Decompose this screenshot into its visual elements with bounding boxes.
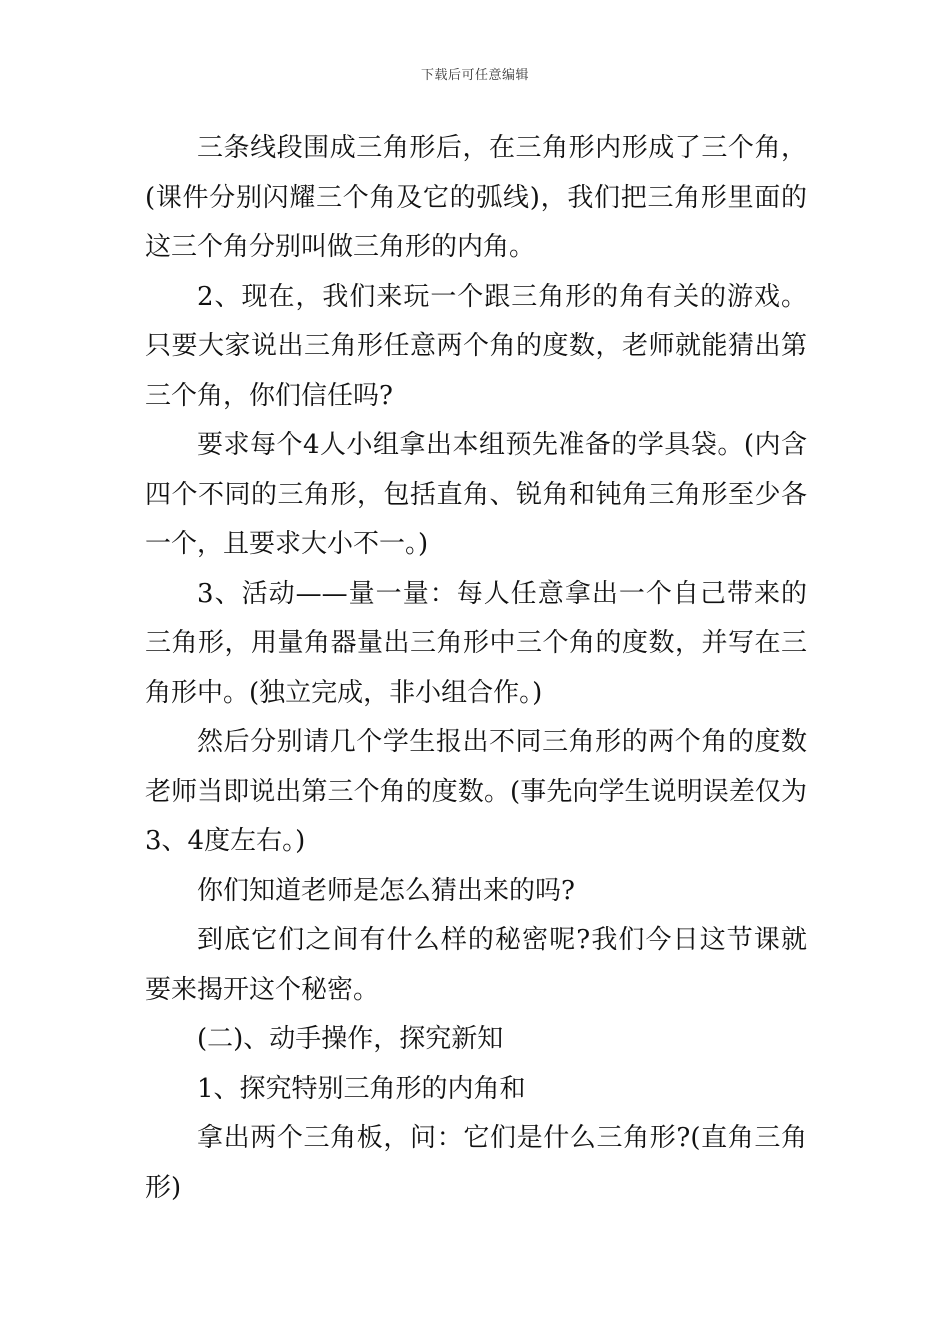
paragraph-secret: 到底它们之间有什么样的秘密呢?我们今日这节课就要来揭开这个秘密。 (145, 925, 807, 1005)
document-body (145, 124, 807, 1213)
subsection-heading-special-triangles: 1、探究特别三角形的内角和 (197, 1073, 526, 1104)
paragraph-measure-activity: 3、活动——量一量：每人任意拿出一个自己带来的三角形，用量角器量出三角形中三个角的度数，并写在三角形中。(独立完成，非小组合作。) (145, 578, 807, 708)
paragraph-group-materials: 要求每个4人小组拿出本组预先准备的学具袋。(内含四个不同的三角形，包括直角、锐角和钝角三角形至少各一个，且要求大小不一。) (145, 430, 807, 559)
paragraph-question: 你们知道老师是怎么猜出来的吗? (197, 875, 575, 906)
paragraph-report-angles: 然后分别请几个学生报出不同三角形的两个角的度数老师当即说出第三个角的度数。(事先向学生说明误差仅为3、4度左右。) (145, 727, 807, 856)
paragraph-set-squares: 拿出两个三角板，问：它们是什么三角形?(直角三角形) (145, 1123, 807, 1203)
paragraph-angle-guessing-game: 2、现在，我们来玩一个跟三角形的角有关的游戏。只要大家说出三角形任意两个角的度数，老师就能猜出第三个角，你们信任吗? (145, 281, 807, 411)
page-header: 下载后可任意编辑 (420, 68, 529, 83)
paragraph-triangle-interior-angles: 三条线段围成三角形后，在三角形内形成了三个角，(课件分别闪耀三个角及它的弧线)，我们把三角形里面的这三个角分别叫做三角形的内角。 (145, 133, 807, 262)
section-heading-hands-on: (二)、动手操作，探究新知 (197, 1024, 504, 1054)
